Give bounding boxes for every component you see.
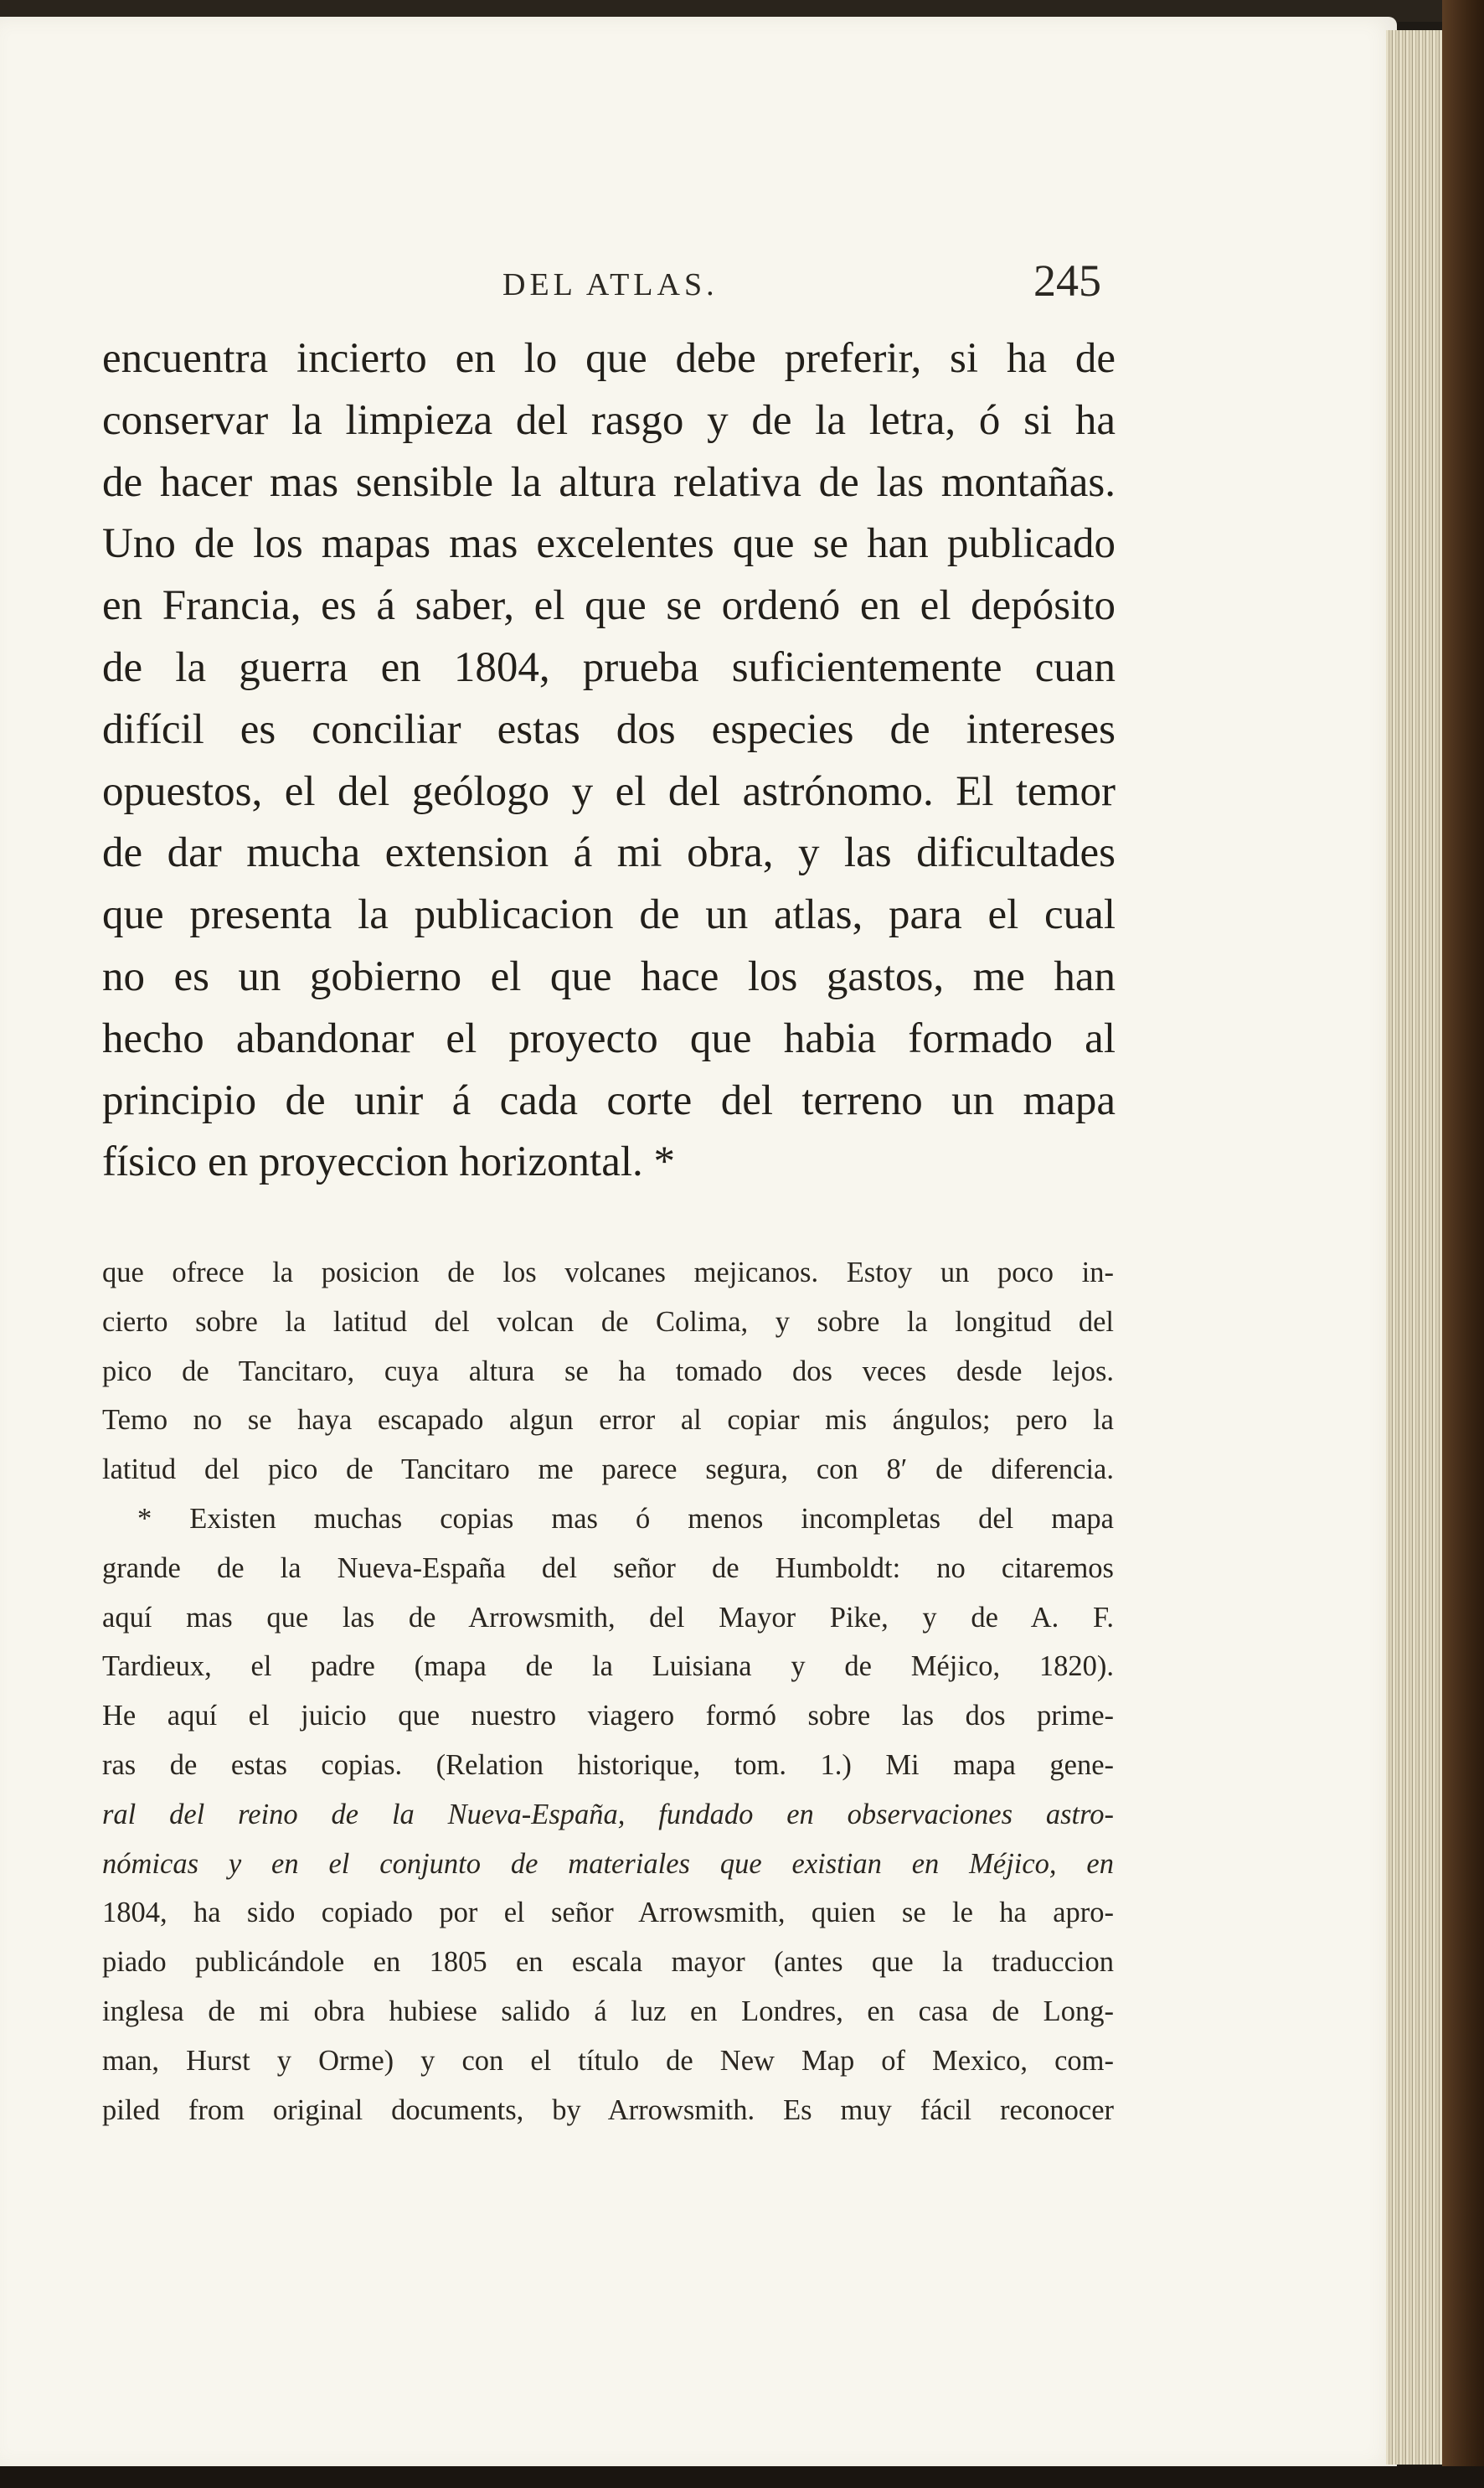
text-line: difícil es conciliar estas dos especies de intereses — [102, 705, 1116, 753]
footnote-line: nómicas y en el conjunto de materiales que existian en Méjico, en — [102, 1847, 1114, 1880]
text-line: conservar la limpieza del rasgo y de la letra, ó si ha — [102, 396, 1116, 444]
footnote-line: que ofrece la posicion de los volcanes mejicanos. Estoy un poco in- — [102, 1257, 1114, 1288]
footnote-line: ral del reino de la Nueva-España, fundado en observaciones astro- — [102, 1798, 1114, 1830]
footnote-line: ras de estas copias. (Relation historique, tom. 1.) Mi mapa gene- — [102, 1748, 1114, 1781]
text-line: Uno de los mapas mas excelentes que se han publicado — [102, 520, 1116, 568]
footnote-line: He aquí el juicio que nuestro viagero formó sobre las dos prime- — [102, 1700, 1114, 1732]
footnote-line: piado publicándole en 1805 en escala mayor (antes que la traduccion — [102, 1946, 1114, 1979]
footnote-line: 1804, ha sido copiado por el señor Arrowsmith, quien se le ha apro- — [102, 1897, 1114, 1929]
footnote-line: aquí mas que las de Arrowsmith, del Mayor Pike, y de A. F. — [102, 1601, 1114, 1634]
book-cover — [1442, 0, 1484, 2488]
footnote-line: man, Hurst y Orme) y con el título de New Map of Mexico, com- — [102, 2044, 1114, 2077]
footnote-line: cierto sobre la latitud del volcan de Colima, y sobre la longitud del — [102, 1305, 1114, 1338]
text-line: de dar mucha extension á mi obra, y las dificultades — [102, 829, 1116, 877]
footnote-text — [102, 1248, 1114, 2134]
page-number: 245 — [1033, 256, 1101, 306]
text-line: hecho abandonar el proyecto que habia formado al — [102, 1014, 1116, 1062]
footnote-line: grande de la Nueva-España del señor de Humboldt: no citaremos — [102, 1551, 1114, 1584]
scan-bottom-edge — [0, 2466, 1484, 2488]
footnote-line: * Existen muchas copias mas ó menos incompletas del mapa — [137, 1502, 1114, 1535]
text-line: opuestos, el del geólogo y el del astrónomo. El temor — [102, 767, 1116, 815]
footnote-line: Temo no se haya escapado algun error al copiar mis ángulos; pero la — [102, 1404, 1114, 1437]
footnote-line: Tardieux, el padre (mapa de la Luisiana y de Méjico, 1820). — [102, 1650, 1114, 1683]
text-line: que presenta la publicacion de un atlas, para el cual — [102, 891, 1116, 939]
running-header: DEL ATLAS. — [502, 267, 719, 302]
text-line: físico en proyeccion horizontal. * — [102, 1138, 676, 1186]
footnote-line: inglesa de mi obra hubiese salido á luz en Londres, en casa de Long- — [102, 1995, 1114, 2027]
text-line: en Francia, es á saber, el que se ordenó en el depósito — [102, 582, 1116, 630]
footnote-line: latitud del pico de Tancitaro me parece segura, con 8′ de diferencia. — [102, 1453, 1114, 1486]
text-line: de hacer mas sensible la altura relativa de las montañas. — [102, 458, 1116, 506]
text-line: principio de unir á cada corte del terreno un mapa — [102, 1076, 1116, 1124]
text-line: de la guerra en 1804, prueba suficientemente cuan — [102, 643, 1116, 691]
book-page-edges — [1386, 30, 1445, 2465]
footnote-line: piled from original documents, by Arrowsmith. Es muy fácil reconocer — [102, 2093, 1114, 2126]
footnote-line: pico de Tancitaro, cuya altura se ha tomado dos veces desde lejos. — [102, 1355, 1114, 1387]
text-line: no es un gobierno el que hace los gastos, me han — [102, 952, 1116, 1000]
main-text — [102, 328, 1116, 1194]
text-line: encuentra incierto en lo que debe preferir, si ha de — [102, 335, 1116, 382]
